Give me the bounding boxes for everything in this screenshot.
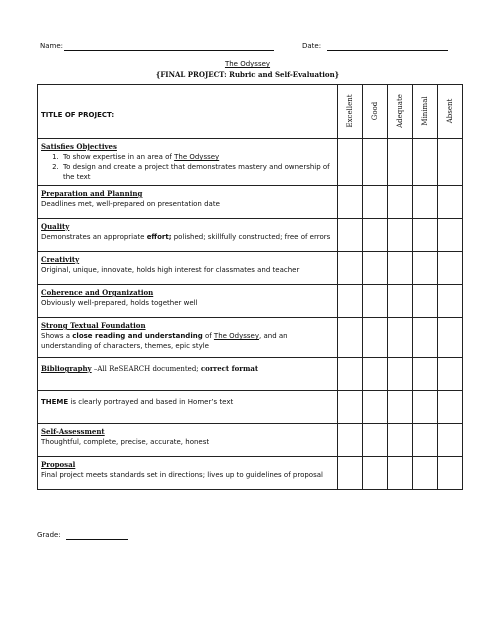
date-label: Date:: [302, 42, 322, 50]
rating-cell[interactable]: [413, 186, 438, 219]
rating-cell[interactable]: [388, 457, 413, 490]
rating-cell[interactable]: [413, 252, 438, 285]
criterion-cell: [38, 139, 338, 186]
table-row: [38, 186, 463, 219]
rating-cell[interactable]: [413, 139, 438, 186]
criterion-cell: [38, 186, 338, 219]
rating-cell[interactable]: [438, 139, 463, 186]
rating-cell[interactable]: [338, 285, 363, 318]
rating-cell[interactable]: [363, 139, 388, 186]
criterion-title: Coherence and Organization: [41, 288, 154, 297]
rating-cell[interactable]: [338, 252, 363, 285]
table-row: [38, 285, 463, 318]
criterion-title: Self-Assessment: [41, 427, 105, 436]
column-header-excellent: Excellent: [338, 85, 363, 139]
column-header-absent: Absent: [438, 85, 463, 139]
column-header-good: Good: [363, 85, 388, 139]
rating-cell[interactable]: [363, 252, 388, 285]
rating-cell[interactable]: [338, 139, 363, 186]
rating-cell[interactable]: [413, 424, 438, 457]
criterion-description: Obviously well-prepared, holds together well: [41, 299, 198, 307]
criterion-description: Final project meets standards set in directions; lives up to guidelines of proposal: [41, 471, 323, 479]
rating-cell[interactable]: [438, 186, 463, 219]
criterion-description: Thoughtful, complete, precise, accurate, honest: [41, 438, 210, 446]
rating-cell[interactable]: [413, 285, 438, 318]
criterion-title: Creativity: [41, 255, 80, 264]
criterion-description: Original, unique, innovate, holds high interest for classmates and teacher: [41, 266, 300, 274]
rating-cell[interactable]: [388, 186, 413, 219]
rating-cell[interactable]: [438, 252, 463, 285]
criterion-cell: Bibliography –All ReSEARCH documented; correct format: [38, 358, 338, 391]
criterion-cell: [38, 318, 338, 358]
rating-cell[interactable]: [438, 285, 463, 318]
criterion-title: THEME: [41, 398, 69, 406]
doc-title: The Odyssey: [224, 60, 271, 68]
rating-cell[interactable]: [413, 391, 438, 424]
rating-cell[interactable]: [413, 318, 438, 358]
rating-cell[interactable]: [438, 391, 463, 424]
rating-cell[interactable]: [438, 424, 463, 457]
rating-cell[interactable]: [338, 186, 363, 219]
criterion-cell: THEME is clearly portrayed and based in Homer’s text: [38, 391, 338, 424]
rating-cell[interactable]: [338, 457, 363, 490]
table-row: [38, 358, 463, 391]
doc-subtitle: {FINAL PROJECT: Rubric and Self-Evaluation}: [155, 70, 340, 79]
criterion-title: Proposal: [41, 460, 76, 469]
criterion-title: Satisfies Objectives: [41, 142, 117, 151]
rating-cell[interactable]: [388, 391, 413, 424]
rating-cell[interactable]: [388, 252, 413, 285]
criterion-title: Quality: [41, 222, 70, 231]
date-field-line[interactable]: [327, 50, 448, 51]
project-title-label: TITLE OF PROJECT:: [41, 111, 115, 119]
criterion-cell: [38, 219, 338, 252]
rating-cell[interactable]: [438, 457, 463, 490]
rating-cell[interactable]: [363, 358, 388, 391]
rating-cell[interactable]: [363, 457, 388, 490]
rating-cell[interactable]: [363, 285, 388, 318]
name-field-line[interactable]: [64, 50, 274, 51]
rating-cell[interactable]: [388, 358, 413, 391]
rating-cell[interactable]: [388, 318, 413, 358]
table-row: [38, 424, 463, 457]
column-header-adequate: Adequate: [388, 85, 413, 139]
rating-cell[interactable]: [363, 318, 388, 358]
table-row: [38, 252, 463, 285]
project-title-cell[interactable]: [38, 85, 338, 139]
criterion-cell: [38, 252, 338, 285]
criterion-cell: [38, 424, 338, 457]
table-row: [38, 219, 463, 252]
table-row: [38, 139, 463, 186]
criterion-title: Strong Textual Foundation: [41, 321, 146, 330]
rating-cell[interactable]: [388, 219, 413, 252]
rating-cell[interactable]: [338, 391, 363, 424]
rating-cell[interactable]: [438, 318, 463, 358]
table-row: [38, 391, 463, 424]
rating-cell[interactable]: [338, 318, 363, 358]
table-row: [38, 318, 463, 358]
rating-cell[interactable]: [338, 424, 363, 457]
criterion-title: Preparation and Planning: [41, 189, 143, 198]
rating-cell[interactable]: [363, 391, 388, 424]
criterion-description: Demonstrates an appropriate effort; polished; skillfully constructed; free of errors: [41, 233, 331, 241]
grade-field-line[interactable]: [66, 539, 128, 540]
rating-cell[interactable]: [413, 457, 438, 490]
rating-cell[interactable]: [388, 139, 413, 186]
rating-cell[interactable]: [363, 219, 388, 252]
criterion-title: Bibliography: [41, 364, 92, 373]
criterion-cell: [38, 457, 338, 490]
objective-2: 2. To design and create a project that demonstrates mastery and ownership of the text: [61, 162, 334, 182]
objective-1: 1. To show expertise in an area of The Odyssey: [61, 152, 334, 162]
criterion-description: Shows a close reading and understanding of The Odyssey, and an understanding of characters, themes, epic style: [41, 332, 288, 350]
rating-cell[interactable]: [338, 219, 363, 252]
rating-cell[interactable]: [338, 358, 363, 391]
name-label: Name:: [40, 42, 64, 50]
criterion-cell: [38, 285, 338, 318]
rating-cell[interactable]: [363, 424, 388, 457]
rating-cell[interactable]: [438, 358, 463, 391]
grade-label: Grade:: [37, 531, 61, 539]
rating-cell[interactable]: [388, 285, 413, 318]
criterion-description: Deadlines met, well-prepared on presentation date: [41, 200, 220, 208]
rating-cell[interactable]: [388, 424, 413, 457]
rating-cell[interactable]: [413, 219, 438, 252]
column-header-minimal: Minimal: [413, 85, 438, 139]
table-row: [38, 457, 463, 490]
rubric-table: [37, 84, 463, 490]
rating-cell[interactable]: [363, 186, 388, 219]
table-header-row: [38, 85, 463, 139]
rating-cell[interactable]: [413, 358, 438, 391]
rating-cell[interactable]: [438, 219, 463, 252]
